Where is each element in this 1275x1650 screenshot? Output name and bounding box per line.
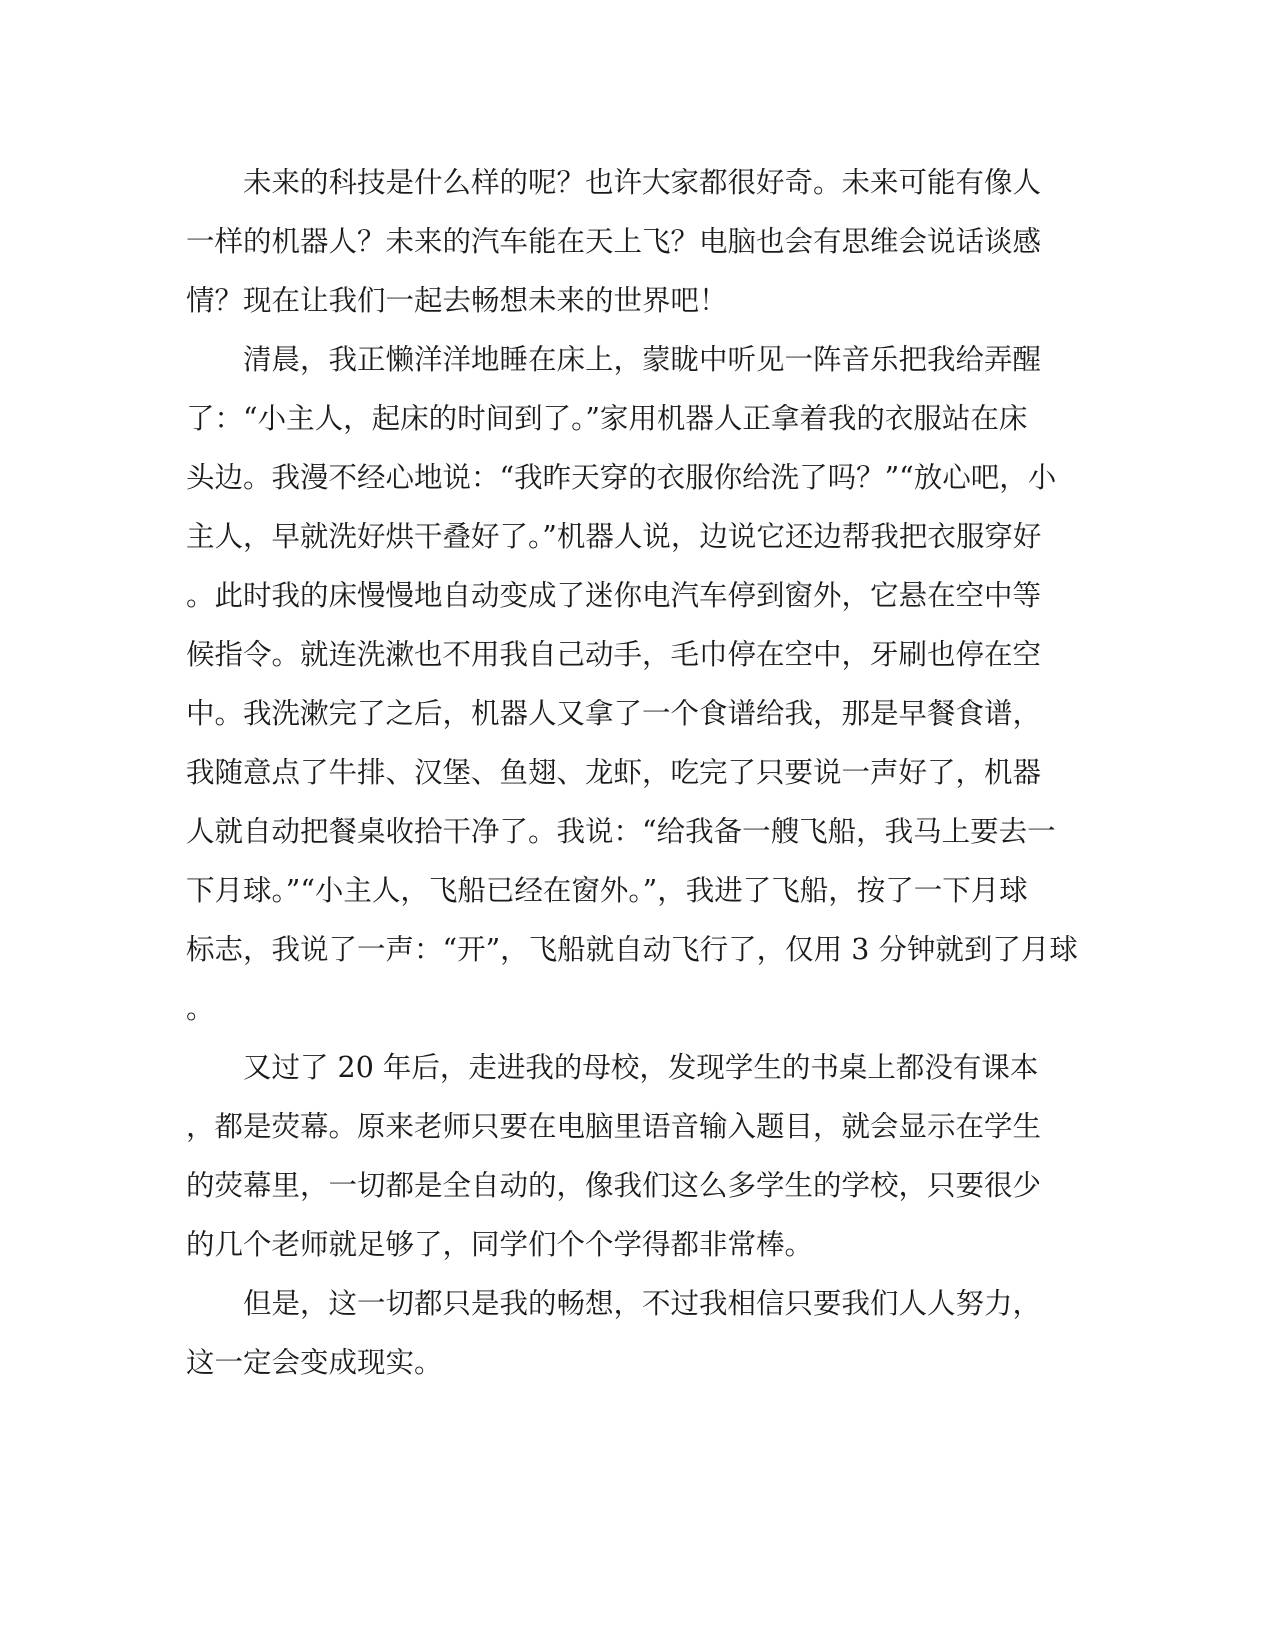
text-line: 我随意点了牛排、汉堡、鱼翅、龙虾，吃完了只要说一声好了，机器 xyxy=(186,756,1042,789)
text-line: 。 xyxy=(186,992,215,1025)
text-line: 候指令。就连洗漱也不用我自己动手，毛巾停在空中，牙刷也停在空 xyxy=(186,638,1042,671)
text-line: 下月球。”“小主人，飞船已经在窗外。”，我进了飞船，按了一下月球 xyxy=(186,874,1028,907)
text-line: 的荧幕里，一切都是全自动的，像我们这么多学生的学校，只要很少 xyxy=(186,1169,1042,1202)
text-line: 头边。我漫不经心地说：“我昨天穿的衣服你给洗了吗？”“放心吧，小 xyxy=(186,461,1057,494)
text-line: 又过了 20 年后，走进我的母校，发现学生的书桌上都没有课本 xyxy=(186,1051,1039,1084)
text-line: 这一定会变成现实。 xyxy=(186,1346,443,1379)
text-line: 了：“小主人，起床的时间到了。”家用机器人正拿着我的衣服站在床 xyxy=(186,402,1028,435)
text-line: 人就自动把餐桌收拾干净了。我说：“给我备一艘飞船，我马上要去一 xyxy=(186,815,1056,848)
text-line: ，都是荧幕。原来老师只要在电脑里语音输入题目，就会显示在学生 xyxy=(186,1110,1042,1143)
text-line: 主人，早就洗好烘干叠好了。”机器人说，边说它还边帮我把衣服穿好 xyxy=(186,520,1042,553)
text-line: 但是，这一切都只是我的畅想，不过我相信只要我们人人努力， xyxy=(186,1287,1042,1320)
text-line: 标志，我说了一声：“开”，飞船就自动飞行了，仅用 3 分钟就到了月球 xyxy=(186,933,1078,966)
text-line: 。此时我的床慢慢地自动变成了迷你电汽车停到窗外，它悬在空中等 xyxy=(186,579,1042,612)
text-line: 的几个老师就足够了，同学们个个学得都非常棒。 xyxy=(186,1228,814,1261)
text-line: 中。我洗漱完了之后，机器人又拿了一个食谱给我，那是早餐食谱， xyxy=(186,697,1042,730)
text-line: 未来的科技是什么样的呢？也许大家都很好奇。未来可能有像人 xyxy=(186,166,1042,199)
text-line: 一样的机器人？未来的汽车能在天上飞？电脑也会有思维会说话谈感 xyxy=(186,225,1042,258)
text-line: 情？现在让我们一起去畅想未来的世界吧！ xyxy=(186,284,728,317)
text-line: 清晨，我正懒洋洋地睡在床上，蒙眬中听见一阵音乐把我给弄醒 xyxy=(186,343,1042,376)
